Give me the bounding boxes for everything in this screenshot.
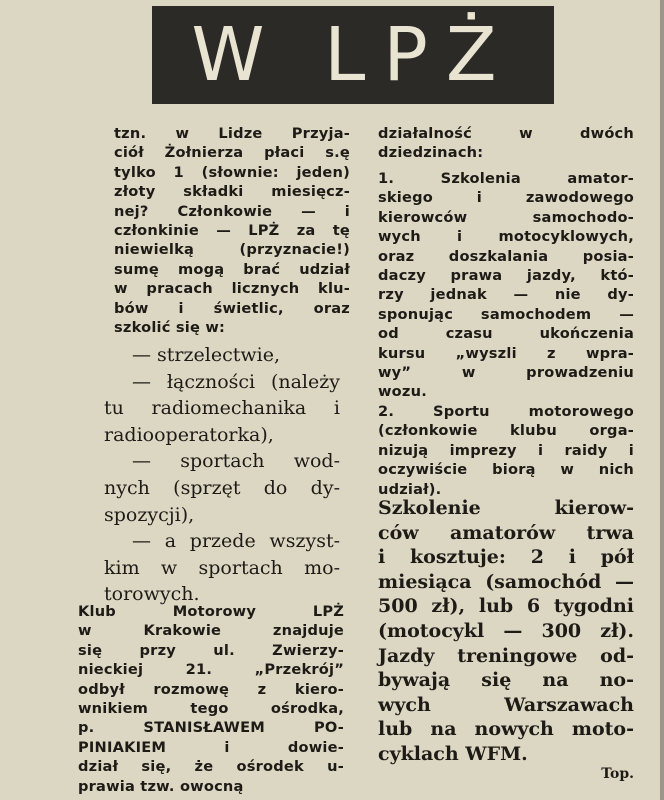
text-line: — a przede wszyst- bbox=[132, 530, 340, 553]
item-motor-sport bbox=[378, 402, 634, 499]
text-line: członkinie — LPŻ za tę bbox=[114, 222, 350, 240]
text-line: lub na nowych moto- bbox=[378, 718, 634, 741]
right-intro-paragraph bbox=[378, 124, 634, 163]
text-line: nizują imprezy i raidy i bbox=[378, 441, 634, 459]
text-line: działalność w dwóch bbox=[378, 125, 634, 142]
text-line: nej? Członkowie — i bbox=[114, 202, 350, 220]
text-line: tzn. w Lidze Przyja- bbox=[114, 125, 350, 142]
text-line: niewielką (przyznacie!) bbox=[114, 241, 350, 259]
text-line: odbył rozmowę z kiero- bbox=[78, 680, 344, 698]
text-line: Szkolenie kierow- bbox=[378, 497, 634, 519]
text-line: udział). bbox=[378, 480, 442, 498]
activities-list bbox=[104, 342, 340, 608]
text-line: dziedzinach: bbox=[378, 144, 484, 162]
text-line: sumę mogą brać udział bbox=[114, 260, 350, 278]
text-line: cyklach WFM. bbox=[378, 742, 528, 765]
text-line: kierowców samochodo- bbox=[378, 208, 634, 226]
text-line: tu radiomechanika i bbox=[104, 397, 340, 420]
text-line: 1. Szkolenia amator- bbox=[378, 170, 634, 187]
text-line: w pracach licznych klu- bbox=[114, 280, 350, 298]
headline-title: W LPŻ bbox=[191, 12, 515, 98]
text-line: nieckiej 21. „Przekrój” bbox=[78, 661, 344, 679]
text-line: PINIAKIEM i dowie- bbox=[78, 738, 344, 756]
text-line: prawia tzw. owocną bbox=[78, 777, 244, 795]
text-line: — łączności (należy bbox=[132, 370, 340, 393]
text-line: ciół Żołnierza płaci s.ę bbox=[114, 144, 350, 162]
text-line: tylko 1 (słownie: jeden) bbox=[114, 163, 350, 181]
text-line: radiooperatorka), bbox=[104, 423, 274, 446]
text-line: miesiąca (samochód — bbox=[378, 570, 634, 593]
text-line: 500 zł), lub 6 tygodni bbox=[378, 595, 634, 618]
text-line: w Krakowie znajduje bbox=[78, 622, 344, 640]
text-line: — strzelectwie, bbox=[132, 344, 280, 366]
text-line: złoty składki miesięcz- bbox=[114, 183, 350, 201]
text-line: daczy prawa jazdy, któ- bbox=[378, 267, 634, 285]
text-line: p. STANISŁAWEM PO- bbox=[78, 719, 344, 737]
text-line: oczywiście biorą w nich bbox=[378, 461, 634, 479]
text-line: 2. Sportu motorowego bbox=[378, 403, 634, 420]
author-byline: Top. bbox=[601, 766, 634, 782]
text-line: kursu „wyszli z wpra- bbox=[378, 344, 634, 362]
text-line: kim w sportach mo- bbox=[104, 556, 340, 579]
text-line: dział się, że ośrodek u- bbox=[78, 758, 344, 776]
text-line: wozu. bbox=[378, 383, 427, 401]
text-line: bów i świetlic, oraz bbox=[114, 299, 350, 317]
text-line: wnikiem tego ośrodka, bbox=[78, 700, 344, 718]
left-intro-paragraph bbox=[114, 124, 350, 337]
text-line: spozycji), bbox=[104, 503, 195, 526]
text-line: skiego i zawodowego bbox=[378, 189, 634, 207]
text-line: nych (sprzęt do dy- bbox=[104, 476, 340, 499]
club-paragraph bbox=[78, 602, 344, 796]
text-line: Klub Motorowy LPŻ bbox=[78, 603, 344, 620]
item-driver-training bbox=[378, 169, 634, 402]
text-line: szkolić się w: bbox=[114, 319, 226, 337]
text-line: Jazdy treningowe od- bbox=[378, 644, 634, 667]
training-summary bbox=[378, 496, 634, 767]
text-line: oraz doszkalania posia- bbox=[378, 247, 634, 265]
text-line: sponując samochodem — bbox=[378, 305, 634, 323]
scan-edge bbox=[660, 0, 664, 800]
text-line: (motocykl — 300 zł). bbox=[378, 619, 634, 642]
text-line: wych i motocyklowych, bbox=[378, 228, 634, 246]
text-line: bywają się na no- bbox=[378, 669, 634, 692]
text-line: od czasu ukończenia bbox=[378, 325, 634, 343]
text-line: torowych. bbox=[104, 583, 200, 606]
text-line: ców amatorów trwa bbox=[378, 521, 634, 544]
text-line: wych Warszawach bbox=[378, 693, 634, 716]
text-line: się przy ul. Zwierzy- bbox=[78, 641, 344, 659]
headline-banner bbox=[152, 6, 554, 104]
text-line: — sportach wod- bbox=[132, 450, 340, 473]
text-line: (członkowie klubu orga- bbox=[378, 422, 634, 440]
text-line: rzy jednak — nie dy- bbox=[378, 286, 634, 304]
text-line: wy” w prowadzeniu bbox=[378, 364, 634, 382]
text-line: i kosztuje: 2 i pół bbox=[378, 546, 634, 569]
